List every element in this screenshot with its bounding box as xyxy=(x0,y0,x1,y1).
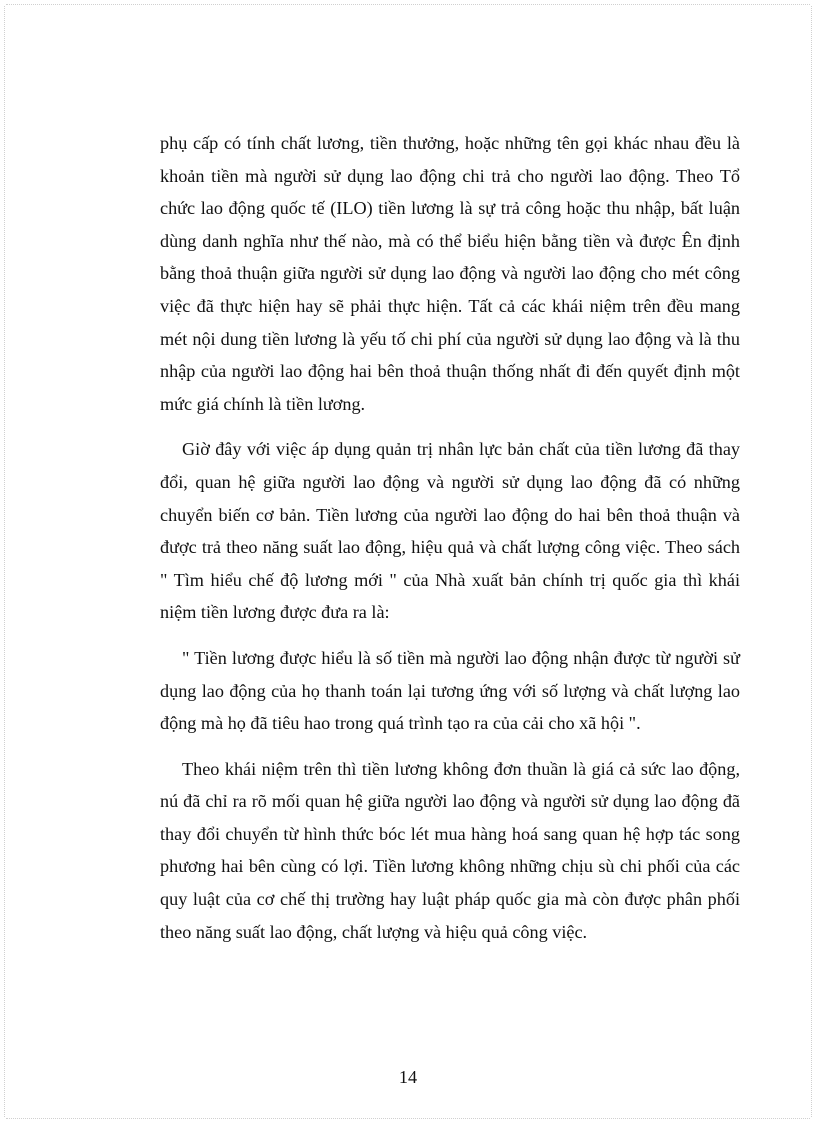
quoted-definition: " Tiền lương được hiểu là số tiền mà người lao động nhận được từ người sử dụng lao động của họ thanh toán lại tương ứng với số lượng và chất lượng lao động mà họ đã tiêu hao trong quá trình tạo ra của cải cho xã hội ". xyxy=(160,647,740,734)
page-border-right xyxy=(811,6,812,1117)
paragraph-4: Theo khái niệm trên thì tiền lương không đơn thuần là giá cả sức lao động, nú đã chỉ ra rõ mối quan hệ giữa người lao động và người sử dụng lao động đã thay đổi chuyển từ hình thức bóc lét mua hàng hoá sang quan hệ hợp tác song phương hai bên cùng có lợi. Tiền lương không những chịu sù chi phối của các quy luật của cơ chế thị trường hay luật pháp quốc gia mà còn được phân phối theo năng suất lao động, chất lượng và hiệu quả công việc. xyxy=(160,758,740,942)
page-number: 14 xyxy=(398,1067,418,1087)
document-body xyxy=(160,127,740,948)
page-border-left xyxy=(4,6,5,1117)
page-border-bottom xyxy=(6,1118,810,1119)
paragraph-1: phụ cấp có tính chất lương, tiền thưởng, hoặc những tên gọi khác nhau đều là khoản tiền mà người sử dụng lao động chi trả cho người lao động. Theo Tổ chức lao động quốc tế (ILO) tiền lương là sự trả công hoặc thu nhập, bất luận dùng danh nghĩa như thế nào, mà có thể biểu hiện bằng tiền và được Ên định bằng thoả thuận giữa người sử dụng lao động và người lao động cho mét công việc đã thực hiện hay sẽ phải thực hiện. Tất cả các khái niệm trên đều mang mét nội dung tiền lương là yếu tố chi phí của người sử dụng lao động và là thu nhập của người lao động hai bên thoả thuận thống nhất đi đến quyết định một mức giá chính là tiền lương. xyxy=(160,133,740,414)
paragraph-2: Giờ đây với việc áp dụng quản trị nhân lực bản chất của tiền lương đã thay đổi, quan hệ giữa người lao động và người sử dụng lao động đã có những chuyển biến cơ bản. Tiền lương của người lao động do hai bên thoả thuận và được trả theo năng suất lao động, hiệu quả và chất lượng công việc. Theo sách " Tìm hiểu chế độ lương mới " của Nhà xuất bản chính trị quốc gia thì khái niệm tiền lương được đưa ra là: xyxy=(160,439,740,623)
page-border-top xyxy=(6,4,810,5)
